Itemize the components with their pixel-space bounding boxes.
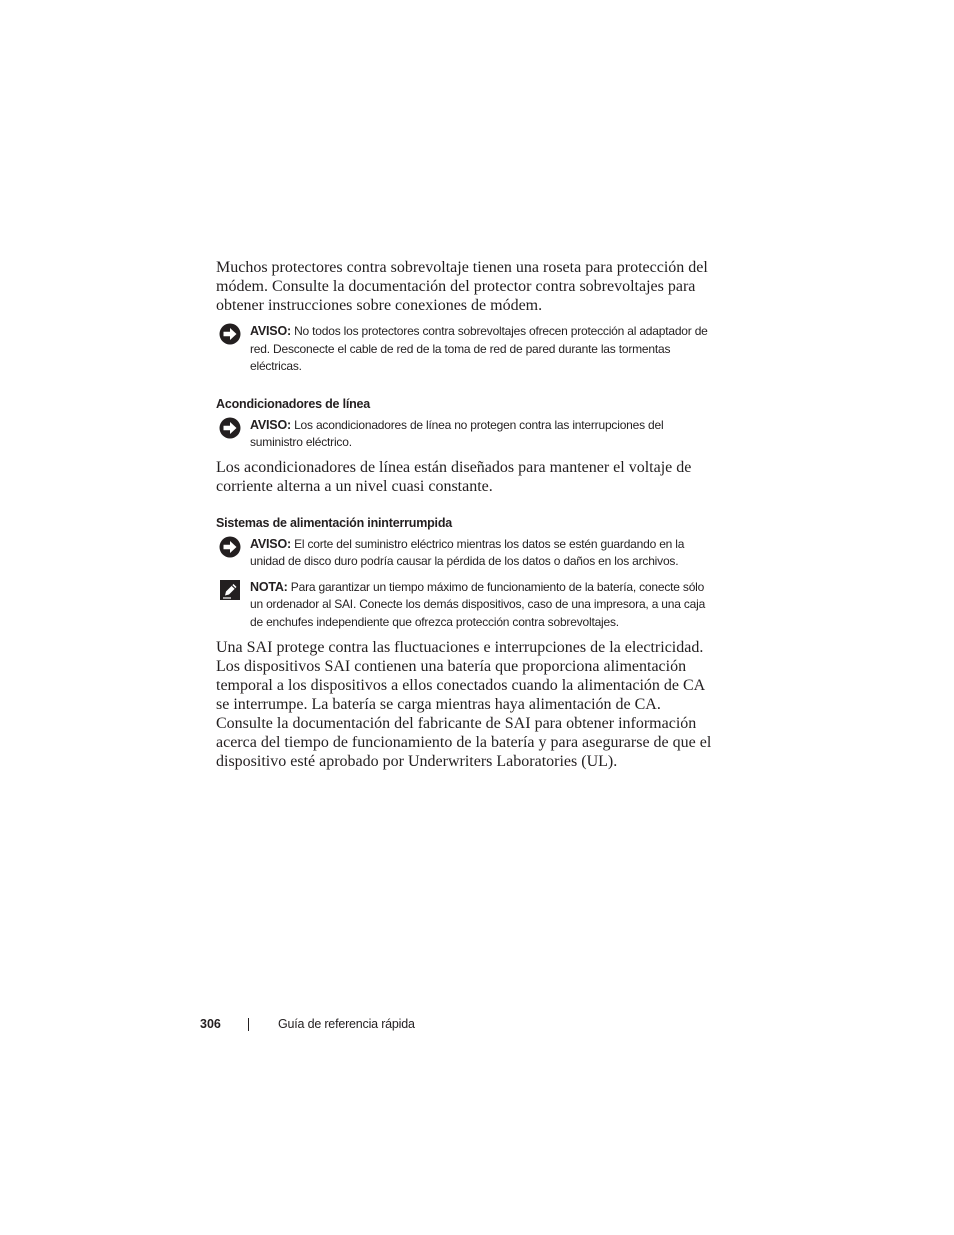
- notice-arrow-icon: [219, 417, 241, 439]
- notice-surge: [216, 323, 716, 376]
- footer-divider: [248, 1018, 249, 1031]
- note-text: Para garantizar un tiempo máximo de funcionamiento de la batería, conecte sólo un ordenador al SAI. Conecte los demás dispositivos, caso de una impresora, a una caja de enchufes independiente que ofrezca protección contra sobrevoltajes.: [250, 579, 706, 629]
- notice-label: AVISO:: [250, 417, 291, 432]
- paragraph-ups: Una SAI protege contra las fluctuaciones e interrupciones de la electricidad. Los dispositivos SAI contienen una batería que proporciona alimentación temporal a los dispositivos a ellos conectados cuando la alimentación de CA se interrumpe. La batería se carga mientras haya alimentación de CA. Consulte la documentación del fabricante de SAI para obtener información acerca del tiempo de funcionamiento de la batería y para asegurarse de que el dispositivo esté aprobado por Underwriters Laboratories (UL).: [216, 639, 712, 770]
- notice-arrow-icon: [219, 323, 241, 345]
- note-label: NOTA:: [250, 579, 288, 594]
- heading-line-conditioners: Acondicionadores de línea: [216, 396, 371, 411]
- notice-line-conditioners: [216, 417, 716, 452]
- heading-ups: Sistemas de alimentación ininterrumpida: [216, 515, 453, 530]
- notice-text: El corte del suministro eléctrico mientras los datos se estén guardando en la unidad de disco duro podría causar la pérdida de los datos o daños en los archivos.: [250, 536, 685, 568]
- paragraph-surge-protectors: Muchos protectores contra sobrevoltaje tienen una roseta para protección del módem. Consulte la documentación del protector contra sobrevoltajes para obtener instrucciones sobre conexiones de módem.: [216, 259, 708, 314]
- notice-ups: [216, 536, 716, 571]
- footer-title: Guía de referencia rápida: [278, 1017, 415, 1031]
- note-battery: [216, 579, 716, 632]
- notice-text: Los acondicionadores de línea no protegen contra las interrupciones del suministro eléctrico.: [250, 417, 664, 449]
- page-content: [216, 258, 716, 771]
- notice-arrow-icon: [219, 536, 241, 558]
- paragraph-line-conditioners: Los acondicionadores de línea están diseñados para mantener el voltaje de corriente alterna a un nivel cuasi constante.: [216, 458, 692, 495]
- notice-text: No todos los protectores contra sobrevoltajes ofrecen protección al adaptador de red. Desconecte el cable de red de la toma de red de pared durante las tormentas eléctricas.: [250, 324, 708, 373]
- notice-label: AVISO:: [250, 536, 291, 551]
- page-number: 306: [200, 1017, 221, 1031]
- notice-label: AVISO:: [250, 324, 291, 338]
- note-pencil-icon: [219, 579, 241, 601]
